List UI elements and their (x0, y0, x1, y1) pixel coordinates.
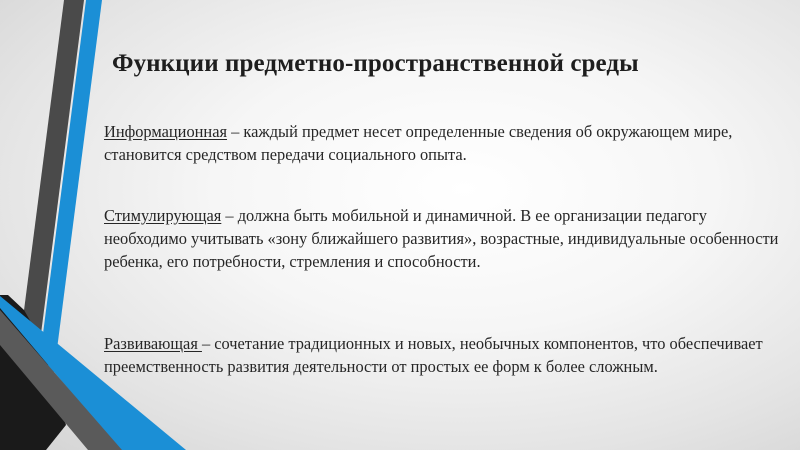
term-informational: Информационная (104, 122, 228, 141)
text-informational: – каждый предмет несет определенные сведения об окружающем мире, становится средством передачи социального опыта. (104, 122, 733, 164)
paragraph-informational (104, 120, 784, 166)
text-developing: – сочетание традиционных и новых, необычных компонентов, что обеспечивает преемственность развития деятельности от простых ее форм к более сложным. (104, 334, 763, 376)
term-developing: Развивающая (104, 334, 202, 353)
paragraph-stimulating (104, 204, 784, 273)
term-stimulating: Стимулирующая (104, 206, 222, 225)
paragraph-developing (104, 332, 784, 378)
text-stimulating: – должна быть мобильной и динамичной. В ее организации педагогу необходимо учитывать «зону ближайшего развития», возрастные, индивидуальные особенности ребенка, его потребности, стремления и способности. (104, 206, 779, 271)
slide-title: Функции предметно-пространственной среды (112, 50, 639, 77)
